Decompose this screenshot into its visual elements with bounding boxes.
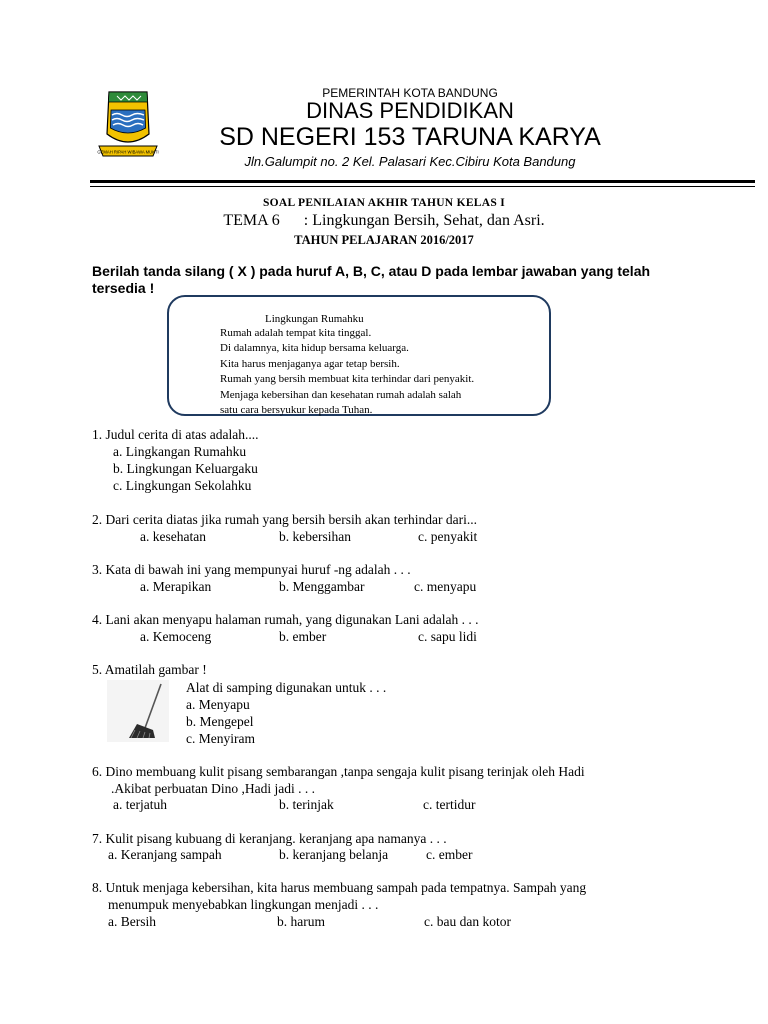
school-year: TAHUN PELAJARAN 2016/2017	[294, 233, 474, 247]
question-7: 7. Kulit pisang kubuang di keranjang. keranjang apa namanya . . .	[92, 831, 447, 846]
story-line: Kita harus menjaganya agar tetap bersih.	[220, 357, 400, 370]
story-line: Rumah adalah tempat kita tinggal.	[220, 327, 372, 339]
question-6: 6. Dino membuang kulit pisang sembarangan ,tanpa sengaja kulit pisang terinjak oleh Hadi	[92, 764, 585, 779]
instruction: Berilah tanda silang ( X ) pada huruf A, B, C, atau D pada lembar jawaban yang telah tersedia !	[92, 263, 651, 296]
story-title: Lingkungan Rumahku	[265, 313, 364, 325]
q5-option-c: c. Menyiram	[186, 731, 255, 746]
q4-option-a: a. Kemoceng	[140, 629, 212, 644]
q5-subtext: Alat di samping digunakan untuk . . .	[186, 680, 387, 695]
exam-title: SOAL PENILAIAN AKHIR TAHUN KELAS I	[262, 197, 506, 209]
q1-option-a: a. Lingkangan Rumahku	[113, 444, 247, 459]
school-address: Jln.Galumpit no. 2 Kel. Palasari Kec.Cibiru Kota Bandung	[244, 154, 576, 169]
q2-option-c: c. penyakit	[418, 529, 478, 544]
broom-picture-icon	[107, 680, 169, 742]
question-3: 3. Kata di bawah ini yang mempunyai huruf -ng adalah . . .	[92, 562, 411, 577]
question-6-line-2: .Akibat perbuatan Dino ,Hadi jadi . . .	[111, 781, 315, 796]
q2-option-b: b. kebersihan	[279, 529, 351, 544]
story-text	[220, 326, 474, 418]
department-name: DINAS PENDIDIKAN	[306, 98, 514, 123]
logo-motto: GEMAH RIPAH WIBAWA MUKTI	[97, 149, 159, 155]
tema-label: TEMA 6	[223, 212, 280, 229]
q5-option-b: b. Mengepel	[186, 714, 254, 729]
question-8: 8. Untuk menjaga kebersihan, kita harus membuang sampah pada tempatnya. Sampah yang	[92, 880, 587, 895]
story-line: Rumah yang bersih membuat kita terhindar dari penyakit.	[220, 373, 475, 386]
q6-option-c: c. tertidur	[423, 797, 476, 812]
question-1: 1. Judul cerita di atas adalah....	[92, 427, 259, 442]
header-divider-thin	[90, 186, 755, 187]
tema-line	[0, 212, 768, 230]
tema-text: : Lingkungan Bersih, Sehat, dan Asri.	[303, 212, 545, 229]
story-line: Di dalamnya, kita hidup bersama keluarga.	[220, 342, 409, 355]
school-logo-icon	[97, 88, 159, 162]
story-line: Menjaga kebersihan dan kesehatan rumah adalah salah	[220, 388, 462, 401]
q2-option-a: a. kesehatan	[140, 529, 206, 544]
question-2: 2. Dari cerita diatas jika rumah yang bersih bersih akan terhindar dari...	[92, 512, 477, 527]
question-5: 5. Amatilah gambar !	[92, 662, 207, 677]
q5-option-a: a. Menyapu	[186, 697, 250, 712]
q7-option-a: a. Keranjang sampah	[108, 847, 222, 862]
government-name: PEMERINTAH KOTA BANDUNG	[322, 86, 498, 100]
q8-option-a: a. Bersih	[108, 914, 156, 929]
q7-option-b: b. keranjang belanja	[279, 847, 389, 862]
q1-option-c: c. Lingkungan Sekolahku	[113, 478, 252, 493]
q3-option-b: b. Menggambar	[279, 579, 365, 594]
question-4: 4. Lani akan menyapu halaman rumah, yang digunakan Lani adalah . . .	[92, 612, 479, 627]
q1-option-b: b. Lingkungan Keluargaku	[113, 461, 258, 476]
header-divider-thick	[90, 180, 755, 183]
q8-option-c: c. bau dan kotor	[424, 914, 511, 929]
q3-option-a: a. Merapikan	[140, 579, 212, 594]
school-name: SD NEGERI 153 TARUNA KARYA	[219, 123, 601, 151]
q4-option-b: b. ember	[279, 629, 327, 644]
story-line: satu cara bersyukur kepada Tuhan.	[220, 404, 373, 417]
q3-option-c: c. menyapu	[414, 579, 477, 594]
q6-option-b: b. terinjak	[279, 797, 334, 812]
q6-option-a: a. terjatuh	[113, 797, 167, 812]
q8-option-b: b. harum	[277, 914, 325, 929]
q7-option-c: c. ember	[426, 847, 473, 862]
q4-option-c: c. sapu lidi	[418, 629, 477, 644]
question-8-line-2: menumpuk menyebabkan lingkungan menjadi . . .	[108, 897, 379, 912]
